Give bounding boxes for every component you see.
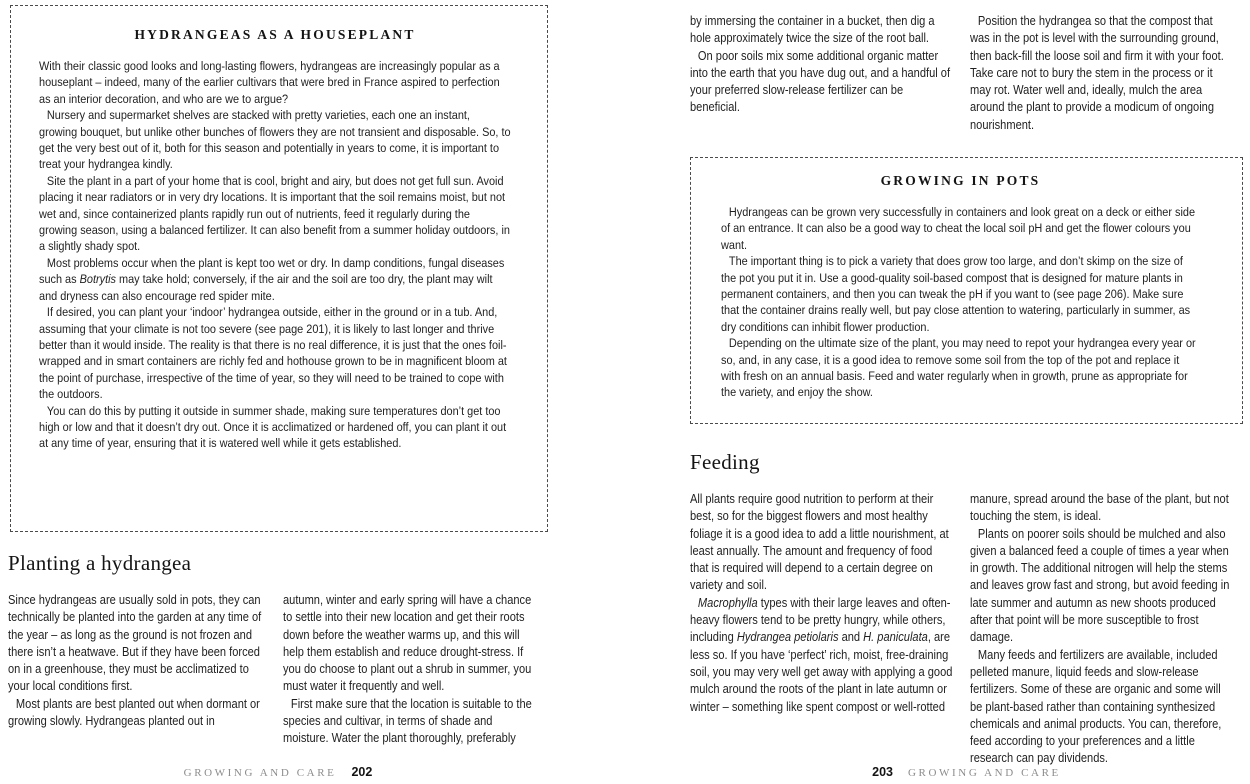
paragraph: Nursery and supermarket shelves are stacked with pretty varieties, each one an instant, growing bouquet, but unlike other bunches of flowers they are not transient and disposable. So, to get the very best out of it, both for this season and potentially in years to come, it is important to treat your hydrangea kindly. xyxy=(39,108,511,172)
paragraph: The important thing is to pick a variety that does grow too large, and don’t skimp on the size of the pot you put it in. Use a good-quality soil-based compost that is designed for mature plants in permanent containers, and then you can tweak the pH if you want to (see page 206). Make sure that the container drains really well, but pay close attention to watering, particularly in summer, as dry conditions can inhibit flower production. xyxy=(721,254,1191,334)
growing-in-pots-body xyxy=(721,204,1200,401)
houseplant-box-title: HYDRANGEAS AS A HOUSEPLANT xyxy=(134,27,416,42)
paragraph: If desired, you can plant your ‘indoor’ hydrangea outside, either in the ground or in a tub. And, assuming that your climate is not too severe (see page 201), it is likely to last longer and thrive better than it would inside. The reality is that there is no real difference, it is just that the ones foil-wrapped and in smart containers are richly fed and hothouse grown to be in magnificent bloom at the point of purchase, irrespective of the time of year, so they will need to be trained to cope with the outdoors. xyxy=(39,305,507,402)
planting-column-3-text xyxy=(690,13,953,117)
houseplant-box-body xyxy=(39,58,511,452)
paragraph: Macrophylla types with their large leaves and often-heavy flowers tend to be pretty hungry, while others, including Hydrangea petiolaris and H. paniculata, are less so. If you have ‘perfect’ rich, moist, free-draining soil, you may very well get away with applying a good mulch around the roots of the plant in late autumn or winter – something like spent compost or well-rotted xyxy=(690,595,953,714)
running-head: GROWING AND CARE xyxy=(908,767,1061,779)
paragraph: You can do this by putting it outside in summer shade, making sure temperatures don’t get too high or low and that it doesn’t dry out. Once it is acclimatized or hardened off, you can plant it out at any time of year, ensuring that it is watered well while it gets established. xyxy=(39,403,507,451)
running-head: GROWING AND CARE xyxy=(183,767,337,779)
right-page-footer xyxy=(690,765,1243,779)
planting-column-4 xyxy=(970,13,1233,134)
paragraph: Hydrangeas can be grown very successfully in containers and look great on a deck or either side of an entrance. It can also be a good way to cheat the local soil pH and get the flower colours you want. xyxy=(721,205,1196,252)
paragraph: Depending on the ultimate size of the plant, you may need to repot your hydrangea every year or so, and, in any case, it is a good idea to remove some soil from the top of the pot and replace it with fresh on an annual basis. Feed and water regularly when in growth, prune as appropriate for the variety, and enjoy the show. xyxy=(721,336,1196,400)
houseplant-feature-box xyxy=(10,5,548,532)
page-right xyxy=(625,0,1250,784)
paragraph: Since hydrangeas are usually sold in pots, they can technically be planted into the garden at any time of the year – as long as the ground is not frozen and there isn’t a heatwave. But if they have been forced on in a greenhouse, they must be acclimatized to your local conditions first. xyxy=(8,593,262,694)
planting-column-4-text xyxy=(970,13,1233,134)
feeding-column-2-text xyxy=(970,491,1233,768)
page-number: 203 xyxy=(872,765,894,779)
left-page-footer xyxy=(8,765,548,779)
paragraph: Position the hydrangea so that the compost that was in the pot is level with the surrounding ground, then back-fill the loose soil and firm it with your foot. Take care not to bury the stem in the process or it may rot. Water well and, ideally, mulch the area around the plant to provide a modicum of ongoing nourishment. xyxy=(970,14,1224,132)
planting-column-2 xyxy=(283,592,539,748)
feeding-column-2 xyxy=(970,491,1233,768)
paragraph: Most plants are best planted out when dormant or growing slowly. Hydrangeas planted out in xyxy=(8,696,260,729)
paragraph: All plants require good nutrition to perform at their best, so for the biggest flowers and most healthy foliage it is a good idea to add a little nourishment, at least annually. The amount and frequency of food that is required will depend to a certain degree on variety and soil. xyxy=(690,492,949,593)
paragraph: On poor soils mix some additional organic matter into the earth that you have dug out, and a handful of your preferred slow-release fertilizer can be beneficial. xyxy=(690,48,951,115)
paragraph: by immersing the container in a bucket, then dig a hole approximately twice the size of the root ball. xyxy=(690,14,935,46)
paragraph: Plants on poorer soils should be mulched and also given a balanced feed a couple of times a year when in growth. The additional nitrogen will help the stems and leaves grow fast and strong, but avoid feeding in late summer and autumn as new shoots produced after that point will be more susceptible to frost damage. xyxy=(970,526,1230,645)
paragraph: autumn, winter and early spring will have a chance to settle into their new location and get their roots down before the weather warms up, and this will help them establish and reduce drought-stress. If you do choose to plant out a shrub in summer, you must water it frequently and well. xyxy=(283,593,532,694)
paragraph: Most problems occur when the plant is kept too wet or dry. In damp conditions, fungal diseases such as Botrytis may take hold; conversely, if the air and the soil are too dry, the plant may wilt and dryness can also encourage red spider mite. xyxy=(39,255,505,303)
planting-column-3 xyxy=(690,13,953,117)
planting-column-1-text xyxy=(8,592,264,730)
page-number: 202 xyxy=(351,765,373,779)
paragraph: With their classic good looks and long-lasting flowers, hydrangeas are increasingly popular as a houseplant – indeed, many of the earlier cultivars that were bred in France aspired to perfection as an interior decoration, and who are we to argue? xyxy=(39,59,500,106)
planting-column-2-text xyxy=(283,592,539,748)
section-heading-feeding: Feeding xyxy=(690,450,760,474)
paragraph: manure, spread around the base of the plant, but not touching the stem, is ideal. xyxy=(970,492,1229,524)
paragraph: Site the plant in a part of your home that is cool, bright and airy, but does not get full sun. Avoid placing it near radiators or in very dry locations. It is important that the soil remains moist, but not wet and, since containerized plants rapidly run out of nutrients, feed it regularly during the growing season, using a balanced fertilizer. It can also benefit from a summer holiday outdoors, in a slightly shady spot. xyxy=(39,173,510,254)
paragraph: First make sure that the location is suitable to the species and cultivar, in terms of shade and moisture. Water the plant thoroughly, preferably xyxy=(283,696,532,746)
growing-in-pots-box xyxy=(690,157,1243,424)
section-heading-planting: Planting a hydrangea xyxy=(8,551,192,575)
feeding-column-1-text xyxy=(690,491,953,716)
growing-in-pots-title: GROWING IN POTS xyxy=(880,173,1041,188)
paragraph: Many feeds and fertilizers are available, included pelleted manure, liquid feeds and slow-release fertilizers. Some of these are organic and some will be plant-based rather than containing synthesized chemicals and animal products. You can, therefore, feed according to your preferences and a little research can pay dividends. xyxy=(970,647,1222,766)
feeding-column-1 xyxy=(690,491,953,716)
planting-column-1 xyxy=(8,592,264,730)
